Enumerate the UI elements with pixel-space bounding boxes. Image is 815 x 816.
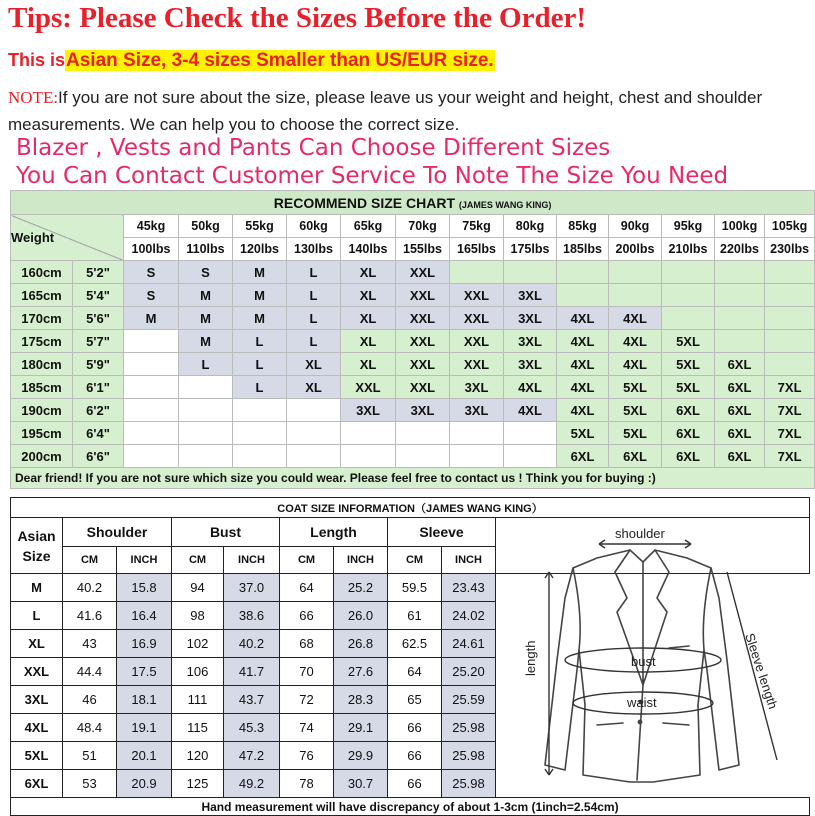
size-cell: XXL [396, 330, 450, 353]
coat-value-cell: 25.98 [442, 742, 496, 770]
weight-kg-header: 75kg [450, 215, 504, 238]
weight-label: Weight [11, 230, 55, 245]
jacket-arm-seam-left [573, 568, 580, 650]
size-cell: 3XL [341, 399, 396, 422]
size-cell: XL [341, 330, 396, 353]
height-cm: 165cm [11, 284, 73, 307]
coat-value-cell: 40.2 [224, 630, 280, 658]
size-cell: 7XL [765, 422, 815, 445]
coat-value-cell: 59.5 [388, 574, 442, 602]
coat-value-cell: 68 [280, 630, 334, 658]
coat-value-cell: 64 [388, 658, 442, 686]
weight-height-corner [11, 215, 124, 261]
coat-footer: Hand measurement will have discrepancy of about 1-3cm (1inch=2.54cm) [11, 798, 810, 816]
coat-value-cell: 51 [63, 742, 117, 770]
coat-value-cell: 46 [63, 686, 117, 714]
size-cell: 7XL [765, 445, 815, 468]
size-cell: 6XL [557, 445, 609, 468]
size-cell [341, 422, 396, 445]
asian-size-header [11, 518, 63, 574]
coat-value-cell: 72 [280, 686, 334, 714]
coat-value-cell: 64 [280, 574, 334, 602]
size-cell: 4XL [557, 376, 609, 399]
size-cell: XXL [396, 284, 450, 307]
asian-highlight: Asian Size, 3-4 sizes Smaller than US/EUR size. [66, 50, 494, 71]
coat-size-label: 5XL [11, 742, 63, 770]
size-cell [765, 307, 815, 330]
sleeve-label: Sleeve length [742, 631, 781, 711]
group-header-sleeve: Sleeve [388, 518, 496, 547]
size-row [11, 307, 815, 330]
height-ft: 6'2" [73, 399, 124, 422]
size-cell: 4XL [609, 353, 662, 376]
size-cell [450, 261, 504, 284]
height-ft: 6'4" [73, 422, 124, 445]
asian-size-header-1: Asian [17, 527, 56, 544]
size-cell: XL [341, 284, 396, 307]
size-cell: 4XL [504, 376, 557, 399]
coat-value-cell: 27.6 [334, 658, 388, 686]
size-cell: 3XL [504, 353, 557, 376]
weight-kg-header: 55kg [233, 215, 287, 238]
size-cell [765, 353, 815, 376]
coat-value-cell: 106 [172, 658, 224, 686]
size-cell [557, 284, 609, 307]
size-cell: 5XL [609, 422, 662, 445]
group-header-shoulder: Shoulder [63, 518, 172, 547]
pink-line-2: You Can Contact Customer Service To Note The Size You Need [16, 163, 729, 189]
group-header-bust: Bust [172, 518, 280, 547]
size-cell [609, 284, 662, 307]
jacket-pocket-left [597, 723, 623, 725]
size-cell [662, 307, 715, 330]
weight-kg-header: 90kg [609, 215, 662, 238]
size-cell: 3XL [450, 376, 504, 399]
size-cell: L [233, 376, 287, 399]
coat-value-cell: 30.7 [334, 770, 388, 798]
coat-value-cell: 25.59 [442, 686, 496, 714]
coat-value-cell: 62.5 [388, 630, 442, 658]
coat-size-label: M [11, 574, 63, 602]
size-cell [450, 422, 504, 445]
size-cell: 6XL [662, 422, 715, 445]
height-cm: 200cm [11, 445, 73, 468]
size-cell: XXL [341, 376, 396, 399]
size-cell [179, 422, 233, 445]
coat-value-cell: 111 [172, 686, 224, 714]
asian-size-notice [8, 50, 495, 72]
size-cell [609, 261, 662, 284]
size-cell: XL [341, 261, 396, 284]
note-label: NOTE: [8, 88, 59, 107]
length-label: length [523, 640, 538, 676]
weight-kg-header: 70kg [396, 215, 450, 238]
weight-lbs-header: 200lbs [609, 238, 662, 261]
size-row [11, 422, 815, 445]
size-cell: 6XL [662, 445, 715, 468]
bust-label: bust [631, 654, 656, 669]
size-cell [450, 445, 504, 468]
waist-label: waist [627, 695, 657, 710]
height-ft: 5'7" [73, 330, 124, 353]
asian-prefix: This is [8, 50, 66, 70]
size-cell: 3XL [504, 307, 557, 330]
coat-value-cell: 78 [280, 770, 334, 798]
weight-kg-header: 65kg [341, 215, 396, 238]
size-cell: 5XL [662, 330, 715, 353]
coat-value-cell: 115 [172, 714, 224, 742]
coat-value-cell: 43.7 [224, 686, 280, 714]
coat-value-cell: 48.4 [63, 714, 117, 742]
jacket-measurement-diagram [505, 520, 805, 790]
coat-value-cell: 65 [388, 686, 442, 714]
size-cell: S [179, 261, 233, 284]
coat-value-cell: 61 [388, 602, 442, 630]
size-row [11, 376, 815, 399]
size-cell: M [233, 307, 287, 330]
weight-lbs-header: 175lbs [504, 238, 557, 261]
height-cm: 185cm [11, 376, 73, 399]
note-text: If you are not sure about the size, please leave us your weight and height, chest and shoulder measurements. We can help you to choose the correct size. [8, 88, 763, 134]
weight-kg-header: 85kg [557, 215, 609, 238]
weight-kg-header: 100kg [715, 215, 765, 238]
coat-size-label: L [11, 602, 63, 630]
coat-title: COAT SIZE INFORMATION（JAMES WANG KING） [11, 498, 810, 518]
size-cell: XXL [450, 330, 504, 353]
size-cell: 3XL [450, 399, 504, 422]
size-cell: 4XL [504, 399, 557, 422]
coat-value-cell: 29.1 [334, 714, 388, 742]
size-cell: 5XL [662, 353, 715, 376]
coat-value-cell: 74 [280, 714, 334, 742]
weight-lbs-header: 100lbs [124, 238, 179, 261]
size-cell: XXL [450, 284, 504, 307]
size-cell: 5XL [662, 376, 715, 399]
size-cell [557, 261, 609, 284]
size-cell [179, 399, 233, 422]
weight-kg-header: 95kg [662, 215, 715, 238]
weight-lbs-header: 120lbs [233, 238, 287, 261]
size-cell: S [124, 284, 179, 307]
shoulder-label: shoulder [615, 526, 665, 541]
size-cell: 5XL [557, 422, 609, 445]
coat-value-cell: 29.9 [334, 742, 388, 770]
coat-value-cell: 16.9 [117, 630, 172, 658]
coat-value-cell: 47.2 [224, 742, 280, 770]
size-cell [124, 422, 179, 445]
size-cell [662, 284, 715, 307]
coat-value-cell: 41.6 [63, 602, 117, 630]
coat-value-cell: 28.3 [334, 686, 388, 714]
weight-kg-header: 50kg [179, 215, 233, 238]
size-cell [124, 353, 179, 376]
weight-lbs-header: 110lbs [179, 238, 233, 261]
unit-inch-header: INCH [117, 547, 172, 574]
weight-lbs-header: 140lbs [341, 238, 396, 261]
size-cell [662, 261, 715, 284]
coat-value-cell: 24.61 [442, 630, 496, 658]
size-cell [233, 399, 287, 422]
size-cell [504, 422, 557, 445]
size-cell: 6XL [715, 445, 765, 468]
size-cell: L [233, 353, 287, 376]
size-cell [287, 399, 341, 422]
size-cell: 6XL [715, 422, 765, 445]
note-paragraph [8, 84, 813, 138]
jacket-chest-pocket [669, 646, 689, 648]
size-row [11, 284, 815, 307]
coat-value-cell: 25.2 [334, 574, 388, 602]
coat-value-cell: 24.02 [442, 602, 496, 630]
height-cm: 160cm [11, 261, 73, 284]
group-header-length: Length [280, 518, 388, 547]
unit-cm-header: CM [280, 547, 334, 574]
size-cell: XL [341, 353, 396, 376]
size-cell: XL [287, 376, 341, 399]
coat-value-cell: 26.8 [334, 630, 388, 658]
unit-inch-header: INCH [442, 547, 496, 574]
size-cell [287, 422, 341, 445]
size-cell [124, 376, 179, 399]
size-cell: L [287, 330, 341, 353]
jacket-arm-seam-right [703, 568, 711, 650]
size-cell: XL [341, 307, 396, 330]
size-cell: 4XL [557, 330, 609, 353]
size-cell: 7XL [765, 376, 815, 399]
coat-value-cell: 53 [63, 770, 117, 798]
coat-value-cell: 25.98 [442, 714, 496, 742]
coat-value-cell: 94 [172, 574, 224, 602]
coat-value-cell: 26.0 [334, 602, 388, 630]
size-row [11, 399, 815, 422]
size-cell: M [179, 330, 233, 353]
coat-value-cell: 49.2 [224, 770, 280, 798]
height-cm: 190cm [11, 399, 73, 422]
coat-value-cell: 38.6 [224, 602, 280, 630]
coat-value-cell: 76 [280, 742, 334, 770]
weight-lbs-header: 155lbs [396, 238, 450, 261]
coat-value-cell: 15.8 [117, 574, 172, 602]
size-cell [715, 330, 765, 353]
coat-value-cell: 44.4 [63, 658, 117, 686]
size-cell: 4XL [557, 353, 609, 376]
unit-inch-header: INCH [334, 547, 388, 574]
coat-value-cell: 23.43 [442, 574, 496, 602]
size-cell: 5XL [609, 376, 662, 399]
coat-size-label: XL [11, 630, 63, 658]
weight-lbs-header: 130lbs [287, 238, 341, 261]
coat-value-cell: 37.0 [224, 574, 280, 602]
height-ft: 6'6" [73, 445, 124, 468]
coat-value-cell: 66 [280, 602, 334, 630]
size-cell: M [233, 261, 287, 284]
unit-inch-header: INCH [224, 547, 280, 574]
size-cell: 3XL [504, 284, 557, 307]
recommend-footer: Dear friend! If you are not sure which size you could wear. Please feel free to contact us ! Think you for buying :) [11, 468, 815, 489]
size-row [11, 330, 815, 353]
recommend-size-chart [10, 190, 815, 489]
height-cm: 180cm [11, 353, 73, 376]
size-cell: 4XL [557, 399, 609, 422]
recommend-title-text: RECOMMEND SIZE CHART [273, 194, 456, 211]
coat-value-cell: 20.9 [117, 770, 172, 798]
size-cell [715, 284, 765, 307]
size-cell: 6XL [715, 376, 765, 399]
size-cell [179, 376, 233, 399]
size-cell: L [179, 353, 233, 376]
coat-value-cell: 41.7 [224, 658, 280, 686]
asian-size-header-2: Size [22, 547, 51, 564]
recommend-brand: (JAMES WANG KING) [458, 199, 552, 210]
coat-value-cell: 45.3 [224, 714, 280, 742]
size-cell [124, 445, 179, 468]
size-cell: S [124, 261, 179, 284]
size-cell [765, 284, 815, 307]
size-cell: 7XL [765, 399, 815, 422]
size-row [11, 353, 815, 376]
size-cell: 5XL [609, 399, 662, 422]
coat-size-label: 4XL [11, 714, 63, 742]
coat-value-cell: 16.4 [117, 602, 172, 630]
unit-cm-header: CM [388, 547, 442, 574]
coat-size-label: 6XL [11, 770, 63, 798]
coat-value-cell: 102 [172, 630, 224, 658]
size-cell: 6XL [609, 445, 662, 468]
coat-value-cell: 40.2 [63, 574, 117, 602]
jacket-pocket-right [663, 723, 689, 725]
size-cell [396, 445, 450, 468]
pink-line-1: Blazer , Vests and Pants Can Choose Different Sizes [16, 135, 611, 161]
coat-value-cell: 19.1 [117, 714, 172, 742]
size-cell: XXL [396, 376, 450, 399]
size-cell: 4XL [609, 307, 662, 330]
size-cell [287, 445, 341, 468]
coat-value-cell: 43 [63, 630, 117, 658]
coat-size-label: XXL [11, 658, 63, 686]
size-cell [233, 445, 287, 468]
size-cell [233, 422, 287, 445]
coat-value-cell: 66 [388, 742, 442, 770]
size-cell [396, 422, 450, 445]
size-cell [715, 261, 765, 284]
weight-kg-header: 60kg [287, 215, 341, 238]
size-cell [765, 261, 815, 284]
size-cell [179, 445, 233, 468]
weight-lbs-header: 220lbs [715, 238, 765, 261]
coat-size-label: 3XL [11, 686, 63, 714]
size-cell [504, 445, 557, 468]
size-cell: L [287, 307, 341, 330]
size-cell: 4XL [609, 330, 662, 353]
size-cell: M [179, 307, 233, 330]
size-cell [504, 261, 557, 284]
height-ft: 5'9" [73, 353, 124, 376]
size-cell [715, 307, 765, 330]
coat-value-cell: 20.1 [117, 742, 172, 770]
height-cm: 195cm [11, 422, 73, 445]
coat-value-cell: 66 [388, 770, 442, 798]
height-ft: 5'2" [73, 261, 124, 284]
size-row [11, 261, 815, 284]
weight-kg-header: 105kg [765, 215, 815, 238]
size-cell: 4XL [557, 307, 609, 330]
coat-value-cell: 17.5 [117, 658, 172, 686]
recommend-title [11, 191, 815, 215]
height-ft: 5'4" [73, 284, 124, 307]
coat-value-cell: 25.20 [442, 658, 496, 686]
size-cell: XXL [450, 353, 504, 376]
height-cm: 175cm [11, 330, 73, 353]
size-cell: 6XL [662, 399, 715, 422]
coat-value-cell: 70 [280, 658, 334, 686]
size-cell: M [179, 284, 233, 307]
size-cell: XXL [396, 353, 450, 376]
size-cell: 3XL [504, 330, 557, 353]
coat-value-cell: 25.98 [442, 770, 496, 798]
size-cell: L [287, 261, 341, 284]
size-cell: 6XL [715, 399, 765, 422]
size-cell: L [287, 284, 341, 307]
size-cell [124, 399, 179, 422]
coat-value-cell: 18.1 [117, 686, 172, 714]
weight-kg-header: 80kg [504, 215, 557, 238]
size-cell: 6XL [715, 353, 765, 376]
size-row [11, 445, 815, 468]
size-cell: XXL [450, 307, 504, 330]
size-cell: XL [287, 353, 341, 376]
size-cell: XXL [396, 307, 450, 330]
size-cell [124, 330, 179, 353]
weight-lbs-header: 185lbs [557, 238, 609, 261]
height-ft: 6'1" [73, 376, 124, 399]
coat-value-cell: 120 [172, 742, 224, 770]
size-cell [341, 445, 396, 468]
weight-lbs-header: 230lbs [765, 238, 815, 261]
weight-lbs-header: 165lbs [450, 238, 504, 261]
size-cell: M [233, 284, 287, 307]
coat-value-cell: 66 [388, 714, 442, 742]
weight-lbs-header: 210lbs [662, 238, 715, 261]
height-cm: 170cm [11, 307, 73, 330]
size-cell: 3XL [396, 399, 450, 422]
coat-value-cell: 98 [172, 602, 224, 630]
coat-value-cell: 125 [172, 770, 224, 798]
unit-cm-header: CM [63, 547, 117, 574]
tips-heading: Tips: Please Check the Sizes Before the Order! [8, 2, 587, 34]
size-cell: M [124, 307, 179, 330]
size-cell: XXL [396, 261, 450, 284]
size-cell [765, 330, 815, 353]
weight-kg-header: 45kg [124, 215, 179, 238]
button-icon [638, 720, 643, 725]
unit-cm-header: CM [172, 547, 224, 574]
size-cell: L [233, 330, 287, 353]
height-ft: 5'6" [73, 307, 124, 330]
